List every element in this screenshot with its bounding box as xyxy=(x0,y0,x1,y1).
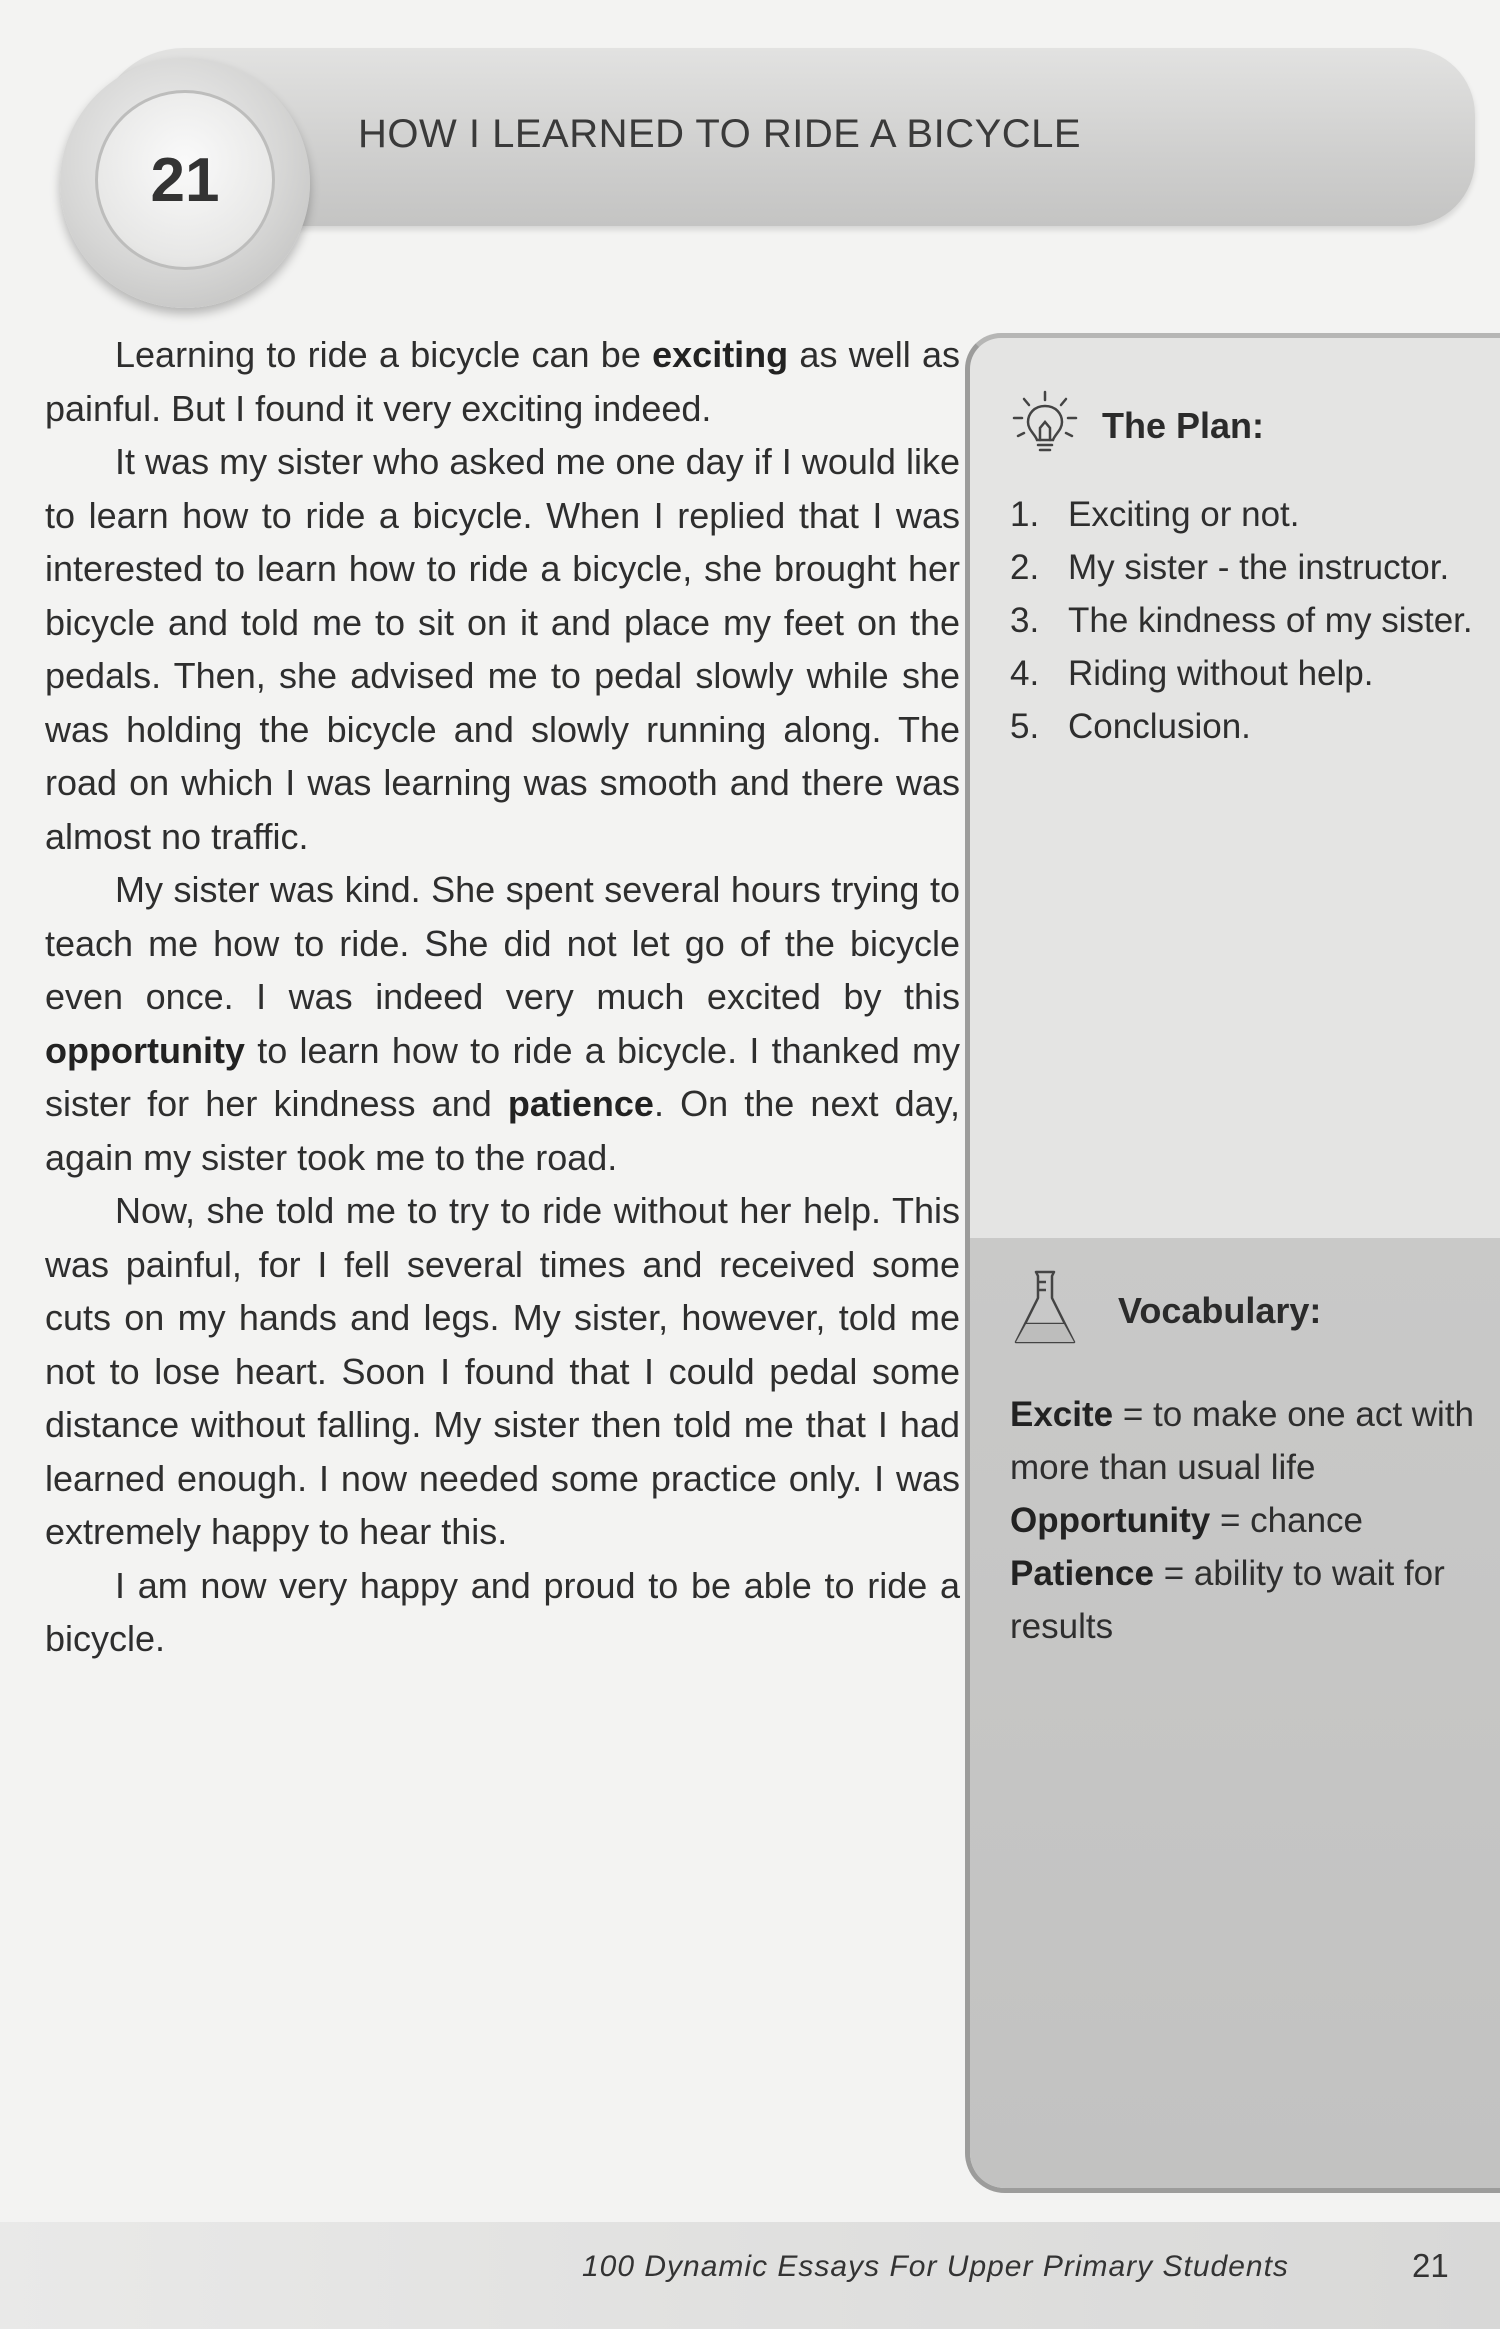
list-item xyxy=(1010,700,1490,753)
list-text: Riding without help. xyxy=(1068,654,1374,693)
list-number: 1. xyxy=(1010,495,1040,534)
list-number: 2. xyxy=(1010,548,1040,587)
vocabulary-header xyxy=(1012,1268,1321,1353)
essay-paragraph: It was my sister who asked me one day if I would like to learn how to ride a bicycle. When I replied that I was interested to learn how to ride a bicycle, she brought her bicycle and told me to sit on it and place my feet on the pedals. Then, she advised me to pedal slowly while she was holding the bicycle and slowly running along. The road on which I was learning was smooth and there was almost no traffic. xyxy=(45,441,960,857)
chapter-badge-inner xyxy=(95,90,275,270)
vocab-term: Excite xyxy=(1010,1395,1114,1434)
list-item xyxy=(1010,541,1490,594)
text-run: to learn how to ride a bicycle. I thanked my sister for her kindness and xyxy=(45,1029,960,1124)
vocab-definition: = to make one act with more than usual life xyxy=(1010,1395,1475,1487)
list-number: 5. xyxy=(1010,707,1040,746)
vocab-definition: = chance xyxy=(1210,1501,1363,1540)
plan-header xyxy=(1010,388,1264,463)
list-item xyxy=(1010,647,1490,700)
vocab-entry xyxy=(1010,1547,1500,1653)
vocabulary-panel xyxy=(970,1238,1500,2193)
list-item xyxy=(1010,488,1490,541)
essay-paragraph xyxy=(45,328,960,435)
vocab-term: Opportunity xyxy=(1010,1501,1211,1540)
list-text: My sister - the instructor. xyxy=(1068,548,1450,587)
text-run: as well as painful. But I found it very exciting indeed. xyxy=(45,334,961,429)
sidebar-panel xyxy=(965,333,1500,2193)
essay-paragraph: I am now very happy and proud to be able to ride a bicycle. xyxy=(45,1564,960,1659)
vocab-entry xyxy=(1010,1494,1500,1547)
lightbulb-icon xyxy=(1010,388,1080,463)
list-text: Conclusion. xyxy=(1068,707,1251,746)
keyword: exciting xyxy=(652,334,789,375)
vocab-entry xyxy=(1010,1388,1500,1494)
vocab-term: Patience xyxy=(1010,1554,1154,1593)
essay-paragraph xyxy=(45,863,960,1184)
list-text: The kindness of my sister. xyxy=(1068,601,1473,640)
plan-list xyxy=(1010,488,1490,753)
vocab-definition: = ability to wait for results xyxy=(1010,1554,1445,1646)
keyword: patience xyxy=(507,1083,654,1124)
text-run: . On the next day, again my sister took me to the road. xyxy=(45,1083,960,1178)
keyword: opportunity xyxy=(45,1029,245,1071)
list-number: 4. xyxy=(1010,654,1040,693)
vocabulary-list xyxy=(1010,1388,1500,1653)
essay-paragraph: Now, she told me to try to ride without her help. This was painful, for I fell several times and received some cuts on my hands and legs. My sister, however, told me not to lose heart. Soon I found that I could pedal some distance without falling. My sister then told me that I had learned enough. I now needed some practice only. I was extremely happy to hear this. xyxy=(45,1190,960,1552)
text-run: Learning to ride a bicycle can be xyxy=(115,334,653,375)
list-text: Exciting or not. xyxy=(1068,495,1300,534)
plan-title: The Plan: xyxy=(1102,404,1265,446)
list-number: 3. xyxy=(1010,601,1040,640)
page-number: 21 xyxy=(1412,2247,1449,2284)
essay-title: HOW I LEARNED TO RIDE A BICYCLE xyxy=(358,112,1082,156)
vocabulary-title: Vocabulary: xyxy=(1118,1289,1322,1331)
chapter-number: 21 xyxy=(150,145,220,215)
list-item xyxy=(1010,594,1490,647)
flask-icon xyxy=(1012,1268,1078,1353)
book-title: 100 Dynamic Essays For Upper Primary Students xyxy=(582,2250,1289,2283)
essay-body xyxy=(45,328,960,1666)
text-run: My sister was kind. She spent several hours trying to teach me how to ride. She did not let go of the bicycle even once. I was indeed very much excited by this xyxy=(45,869,960,1017)
